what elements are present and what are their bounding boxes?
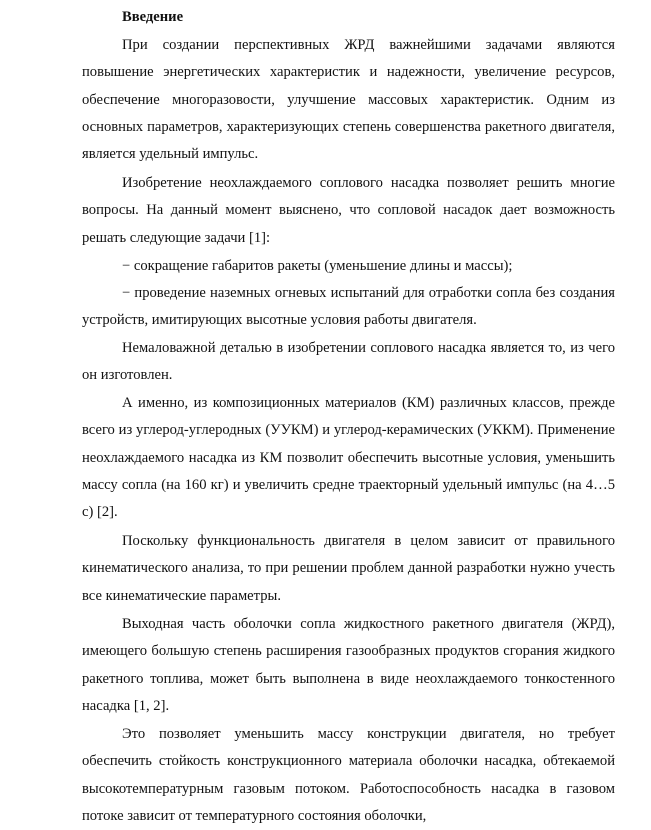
paragraph-kinematic-analysis: Поскольку функциональность двигателя в целом зависит от правильного кинематического анализа, то при решении проблем данной разработки нужно учесть все кинематические параметры. — [82, 533, 615, 604]
paragraph-mass-reduction: Это позволяет уменьшить массу конструкции двигателя, но требует обеспечить стойкость конструкционного материала оболочки насадка, обтекаемой высокотемпературным газовым потоком. Работоспособность насадка в газовом потоке зависит от температурного состояния оболочки, — [82, 726, 615, 824]
paragraph-composite-materials: А именно, из композиционных материалов (КМ) различных классов, прежде всего из углерод-углеродных (УУКМ) и углерод-керамических (УККМ). Применение неохлаждаемого насадка из КМ позволит обеспечить высотные условия, уменьшить массу сопла (на 160 кг) и увеличить средне траекторный удельный импульс (на 4…5 с) [2]. — [82, 395, 615, 521]
paragraph-intro: При создании перспективных ЖРД важнейшими задачами являются повышение энергетических характеристик и надежности, увеличение ресурсов, обеспечение многоразовости, улучшение массовых характеристик. Одним из основных параметров, характеризующих степень совершенства ракетного двигателя, является удельный импульс. — [82, 37, 615, 163]
paragraph-material-importance: Немаловажной деталью в изобретении соплового насадка является то, из чего он изготовлен. — [82, 340, 615, 384]
list-item-ground-tests: − проведение наземных огневых испытаний для отработки сопла без создания устройств, имитирующих высотные условия работы двигателя. — [82, 285, 615, 329]
list-item-reduce-dimensions: − сокращение габаритов ракеты (уменьшение длины и массы); — [122, 258, 513, 274]
paragraph-nozzle-exit: Выходная часть оболочки сопла жидкостного ракетного двигателя (ЖРД), имеющего большую степень расширения газообразных продуктов сгорания жидкого ракетного топлива, может быть выполнена в виде неохлаждаемого тонкостенного насадка [1, 2]. — [82, 616, 615, 714]
section-heading: Введение — [122, 9, 184, 25]
paragraph-nozzle-invention: Изобретение неохлаждаемого соплового насадка позволяет решить многие вопросы. На данный момент выяснено, что сопловой насадок дает возможность решать следующие задачи [1]: — [82, 175, 615, 246]
